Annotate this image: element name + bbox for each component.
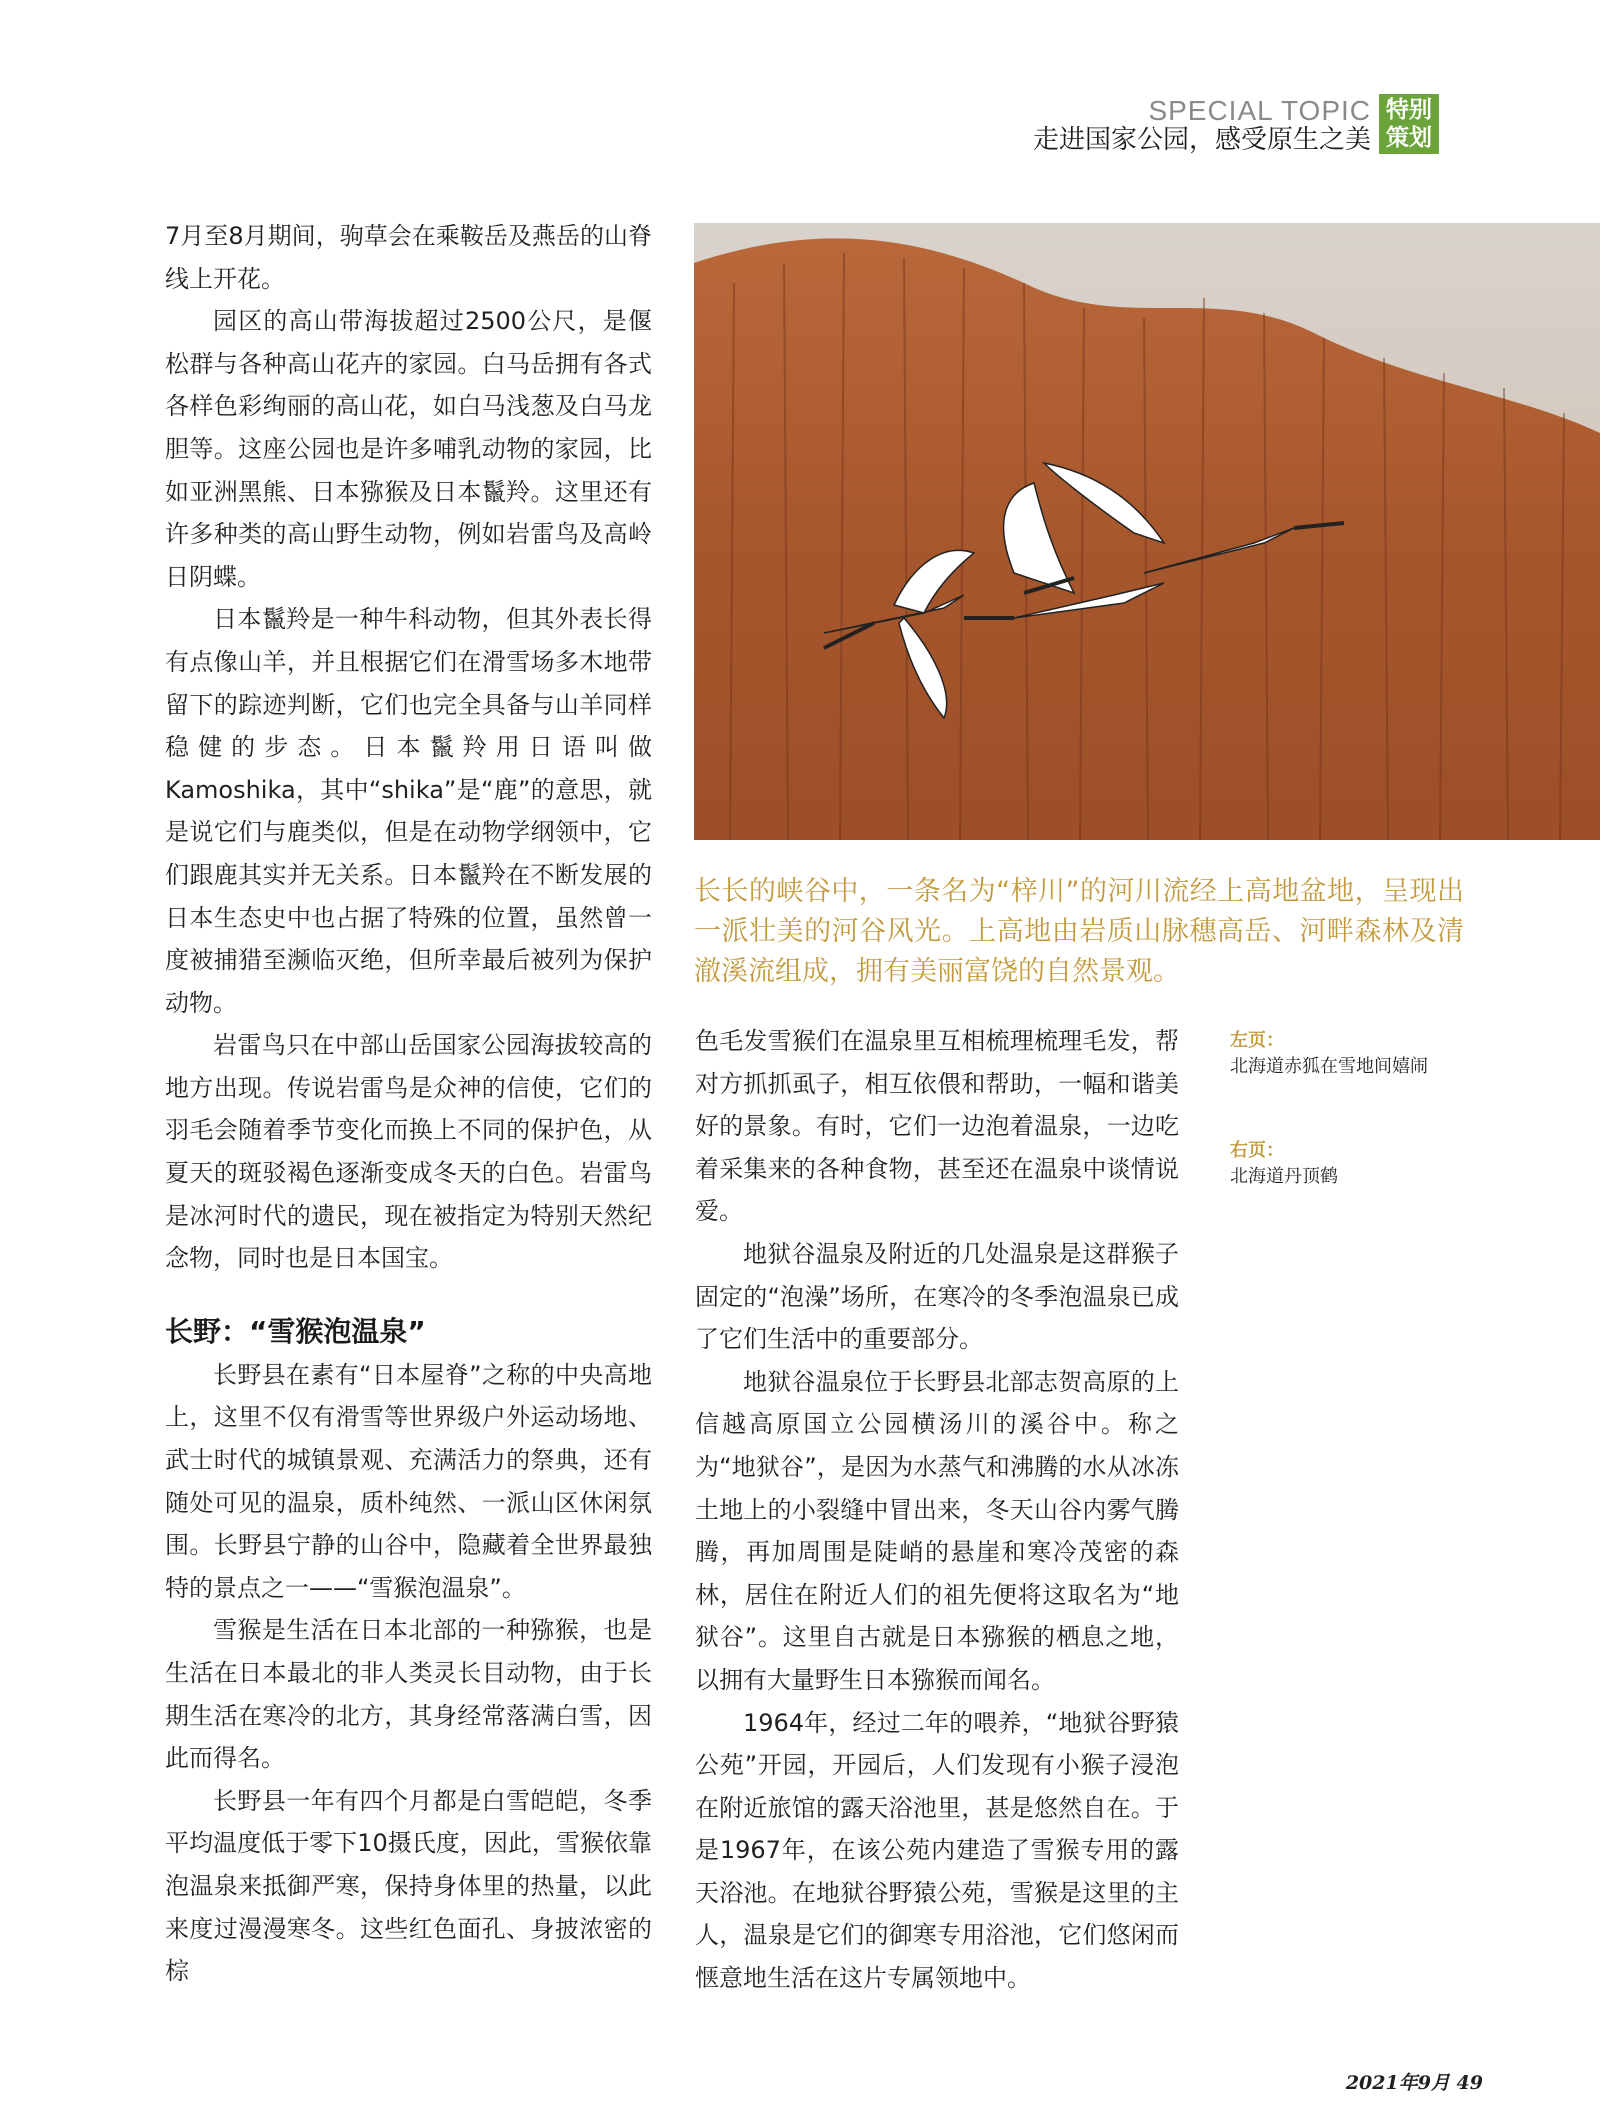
paragraph: 7月至8月期间，驹草会在乘鞍岳及燕岳的山脊线上开花。	[165, 222, 652, 293]
paragraph: 地狱谷温泉及附近的几处温泉是这群猴子固定的“泡澡”场所，在寒冷的冬季泡温泉已成了它们生活中的重要部分。	[695, 1239, 1179, 1354]
paragraph: 长野县一年有四个月都是白雪皑皑，冬季平均温度低于零下10摄氏度，因此，雪猴依靠泡温泉来抵御严寒，保持身体里的热量，以此来度过漫漫寒冬。这些红色面孔、身披浓密的棕	[165, 1786, 652, 1986]
photo-caption: 长长的峡谷中，一条名为“梓川”的河川流经上高地盆地，呈现出一派壮美的河谷风光。上高地由岩质山脉穗高岳、河畔森林及清澈溪流组成，拥有美丽富饶的自然景观。	[694, 876, 1464, 987]
left-text-column	[165, 215, 652, 1993]
badge-line-1: 特别	[1386, 97, 1432, 123]
paragraph: 雪猴是生活在日本北部的一种猕猴，也是生活在日本最北的非人类灵长目动物，由于长期生活在寒冷的北方，其身经常落满白雪，因此而得名。	[165, 1616, 652, 1773]
header-english: SPECIAL TOPIC	[1148, 95, 1371, 126]
page-folio: 2021年9月 49	[1345, 2072, 1483, 2094]
special-topic-badge	[1379, 94, 1439, 154]
cranes-over-hillside-image	[694, 223, 1600, 840]
side-note-label: 左页：	[1230, 1030, 1284, 1051]
side-note-label: 右页：	[1230, 1140, 1284, 1161]
middle-text-column	[695, 1020, 1179, 2000]
badge-line-2: 策划	[1386, 125, 1432, 151]
paragraph: 园区的高山带海拔超过2500公尺，是偃松群与各种高山花卉的家园。白马岳拥有各式各样色彩绚丽的高山花，如白马浅葱及白马龙胆等。这座公园也是许多哺乳动物的家园，比如亚洲黑熊、日本猕猴及日本鬣羚。这里还有许多种类的高山野生动物，例如岩雷鸟及高岭日阴蝶。	[165, 307, 652, 591]
paragraph: 地狱谷温泉位于长野县北部志贺高原的上信越高原国立公园横汤川的溪谷中。称之为“地狱谷”，是因为水蒸气和沸腾的水从冰冻土地上的小裂缝中冒出来，冬天山谷内雾气腾腾，再加周围是陡峭的悬崖和寒冷茂密的森林，居住在附近人们的祖先便将这取名为“地狱谷”。这里自古就是日本猕猴的栖息之地，以拥有大量野生日本猕猴而闻名。	[695, 1367, 1179, 1694]
crane-photo	[694, 223, 1600, 840]
paragraph: 岩雷鸟只在中部山岳国家公园海拔较高的地方出现。传说岩雷鸟是众神的信使，它们的羽毛会随着季节变化而换上不同的保护色，从夏天的斑驳褐色逐渐变成冬天的白色。岩雷鸟是冰河时代的遗民，现在被指定为特别天然纪念物，同时也是日本国宝。	[165, 1031, 652, 1273]
paragraph: 1964年，经过二年的喂养，“地狱谷野猿公苑”开园，开园后，人们发现有小猴子浸泡在附近旅馆的露天浴池里，甚是悠然自在。于是1967年，在该公苑内建造了雪猴专用的露天浴池。在地狱谷野猿公苑，雪猴是这里的主人，温泉是它们的御寒专用浴池，它们悠闲而惬意地生活在这片专属领地中。	[695, 1708, 1179, 1993]
paragraph: 日本鬣羚是一种牛科动物，但其外表长得有点像山羊，并且根据它们在滑雪场多木地带留下的踪迹判断，它们也完全具备与山羊同样稳健的步态。日本鬣羚用日语叫做Kamoshika，其中“shika”是“鹿”的意思，就是说它们与鹿类似，但是在动物学纲领中，它们跟鹿其实并无关系。日本鬣羚在不断发展的日本生态史中也占据了特殊的位置，虽然曾一度被捕猎至濒临灭绝，但所幸最后被列为保护动物。	[165, 605, 652, 1017]
side-note-text: 北海道丹顶鹤	[1230, 1166, 1338, 1187]
side-note-right-page	[1230, 1138, 1470, 1190]
side-note-left-page	[1230, 1028, 1470, 1080]
side-note-text: 北海道赤狐在雪地间嬉闹	[1230, 1056, 1428, 1077]
header-title: 走进国家公园，感受原生之美	[1032, 125, 1371, 155]
section-heading: 长野：“雪猴泡温泉”	[165, 1314, 426, 1348]
paragraph: 色毛发雪猴们在温泉里互相梳理梳理毛发，帮对方抓抓虱子，相互依偎和帮助，一幅和谐美好的景象。有时，它们一边泡着温泉，一边吃着采集来的各种食物，甚至还在温泉中谈情说爱。	[695, 1027, 1179, 1226]
paragraph: 长野县在素有“日本屋脊”之称的中央高地上，这里不仅有滑雪等世界级户外运动场地、武士时代的城镇景观、充满活力的祭典，还有随处可见的温泉，质朴纯然、一派山区休闲氛围。长野县宁静的山谷中，隐藏着全世界最独特的景点之一——“雪猴泡温泉”。	[165, 1360, 652, 1602]
